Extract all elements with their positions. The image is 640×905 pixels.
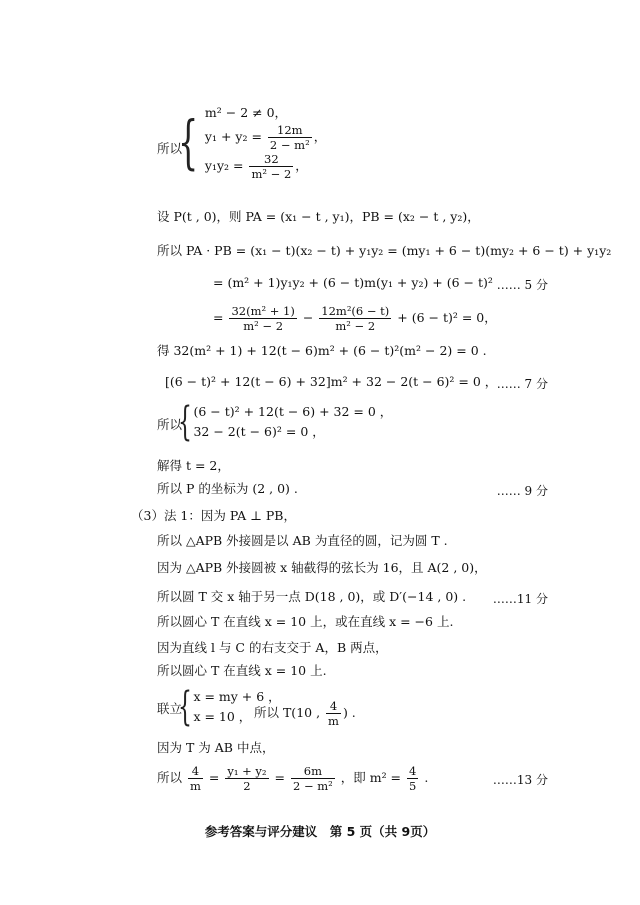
p-coordinate: 所以 P 的坐标为 (2 , 0) . xyxy=(157,481,298,496)
sys3-eq1: x = my + 6 ， xyxy=(193,689,281,704)
score-5: …… 5 分 xyxy=(496,278,548,292)
part3-method1: （3）法 1：因为 PA ⊥ PB， xyxy=(131,508,296,523)
score-13: ……13 分 xyxy=(492,773,548,787)
so-label-2: 所以 xyxy=(157,417,183,432)
system-2 xyxy=(178,399,393,445)
system-1 xyxy=(178,103,326,181)
derive-line: 得 32(m² + 1) + 12(t − 6)m² + (6 − t)²(m² − 2) = 0 . xyxy=(157,343,487,358)
left-brace: { xyxy=(178,399,192,445)
midpoint-line: 因为 T 为 AB 中点， xyxy=(157,740,275,755)
sys2-eq2: 32 − 2(t − 6)² = 0 ， xyxy=(193,424,325,439)
sys2-eq1: (6 − t)² + 12(t − 6) + 32 = 0 ， xyxy=(193,404,393,419)
right-branch: 因为直线 l 与 C 的右支交于 A，B 两点， xyxy=(157,640,388,655)
so-label-1: 所以 xyxy=(157,141,183,156)
solve-t: 解得 t = 2， xyxy=(157,458,230,473)
score-9: …… 9 分 xyxy=(496,484,548,498)
page-footer: 参考答案与评分建议 第 5 页（共 9页） xyxy=(204,824,436,839)
score-7: …… 7 分 xyxy=(496,377,548,391)
chord-length: 因为 △APB 外接圆被 x 轴截得的弦长为 16，且 A(2 , 0)， xyxy=(157,560,487,575)
expand-line: = (m² + 1)y₁y₂ + (6 − t)m(y₁ + y₂) + (6 − t)² xyxy=(213,275,493,290)
fraction-line: = $\frac{\text{32(m² + 1)}}{\text{m² − 2}}$ − $\frac{\text{12m²(6 − t)}}{\text{m² − 2}}$ + (6 − t)² = 0， xyxy=(213,304,497,333)
sys3-eq2: x = 10 ， xyxy=(193,709,252,724)
dot-product-line: 所以 PA · PB = (x₁ − t)(x₂ − t) + y₁y₂ = (my₁ + 6 − t)(my₂ + 6 − t) + y₁y₂ xyxy=(157,243,612,258)
set-point-p: 设 P(t , 0)，则 PA = (x₁ − t , y₁)，PB = (x₂ − t , y₂)， xyxy=(157,209,480,224)
sys1-eq1: m² − 2 ≠ 0， xyxy=(204,105,288,120)
t-coordinate: 所以 T(10 , $\frac{4}{m}$ ) . xyxy=(254,699,356,728)
combine-label: 联立 xyxy=(157,701,183,716)
left-brace: { xyxy=(178,684,192,730)
sys1-eq2: y₁ + y₂ = $\frac{12m}{\text{2 − m²}}$ ， xyxy=(204,123,327,152)
center-lines: 所以圆心 T 在直线 x = 10 上，或在直线 x = −6 上. xyxy=(157,614,454,629)
sys1-eq3: y₁y₂ = $\frac{32}{\text{m² − 2}}$ ， xyxy=(204,152,308,181)
intersect-x-axis: 所以圆 T 交 x 轴于另一点 D(18 , 0)，或 D′(−14 , 0) . xyxy=(157,589,467,604)
score-11: ……11 分 xyxy=(492,592,548,606)
center-on-x10: 所以圆心 T 在直线 x = 10 上. xyxy=(157,663,327,678)
final-equation: 所以 $\frac{4}{m}$ = $\frac{\text{y₁ + y₂}}{2}$ = $\frac{6m}{\text{2 − m²}}$ ，即 m² = $\frac{4}{5}$ . xyxy=(157,764,429,793)
left-brace: { xyxy=(178,108,199,176)
bracket-equation: [(6 − t)² + 12(t − 6) + 32]m² + 32 − 2(t − 6)² = 0 ， xyxy=(165,374,498,389)
circle-diameter: 所以 △APB 外接圆是以 AB 为直径的圆，记为圆 T . xyxy=(157,533,448,548)
